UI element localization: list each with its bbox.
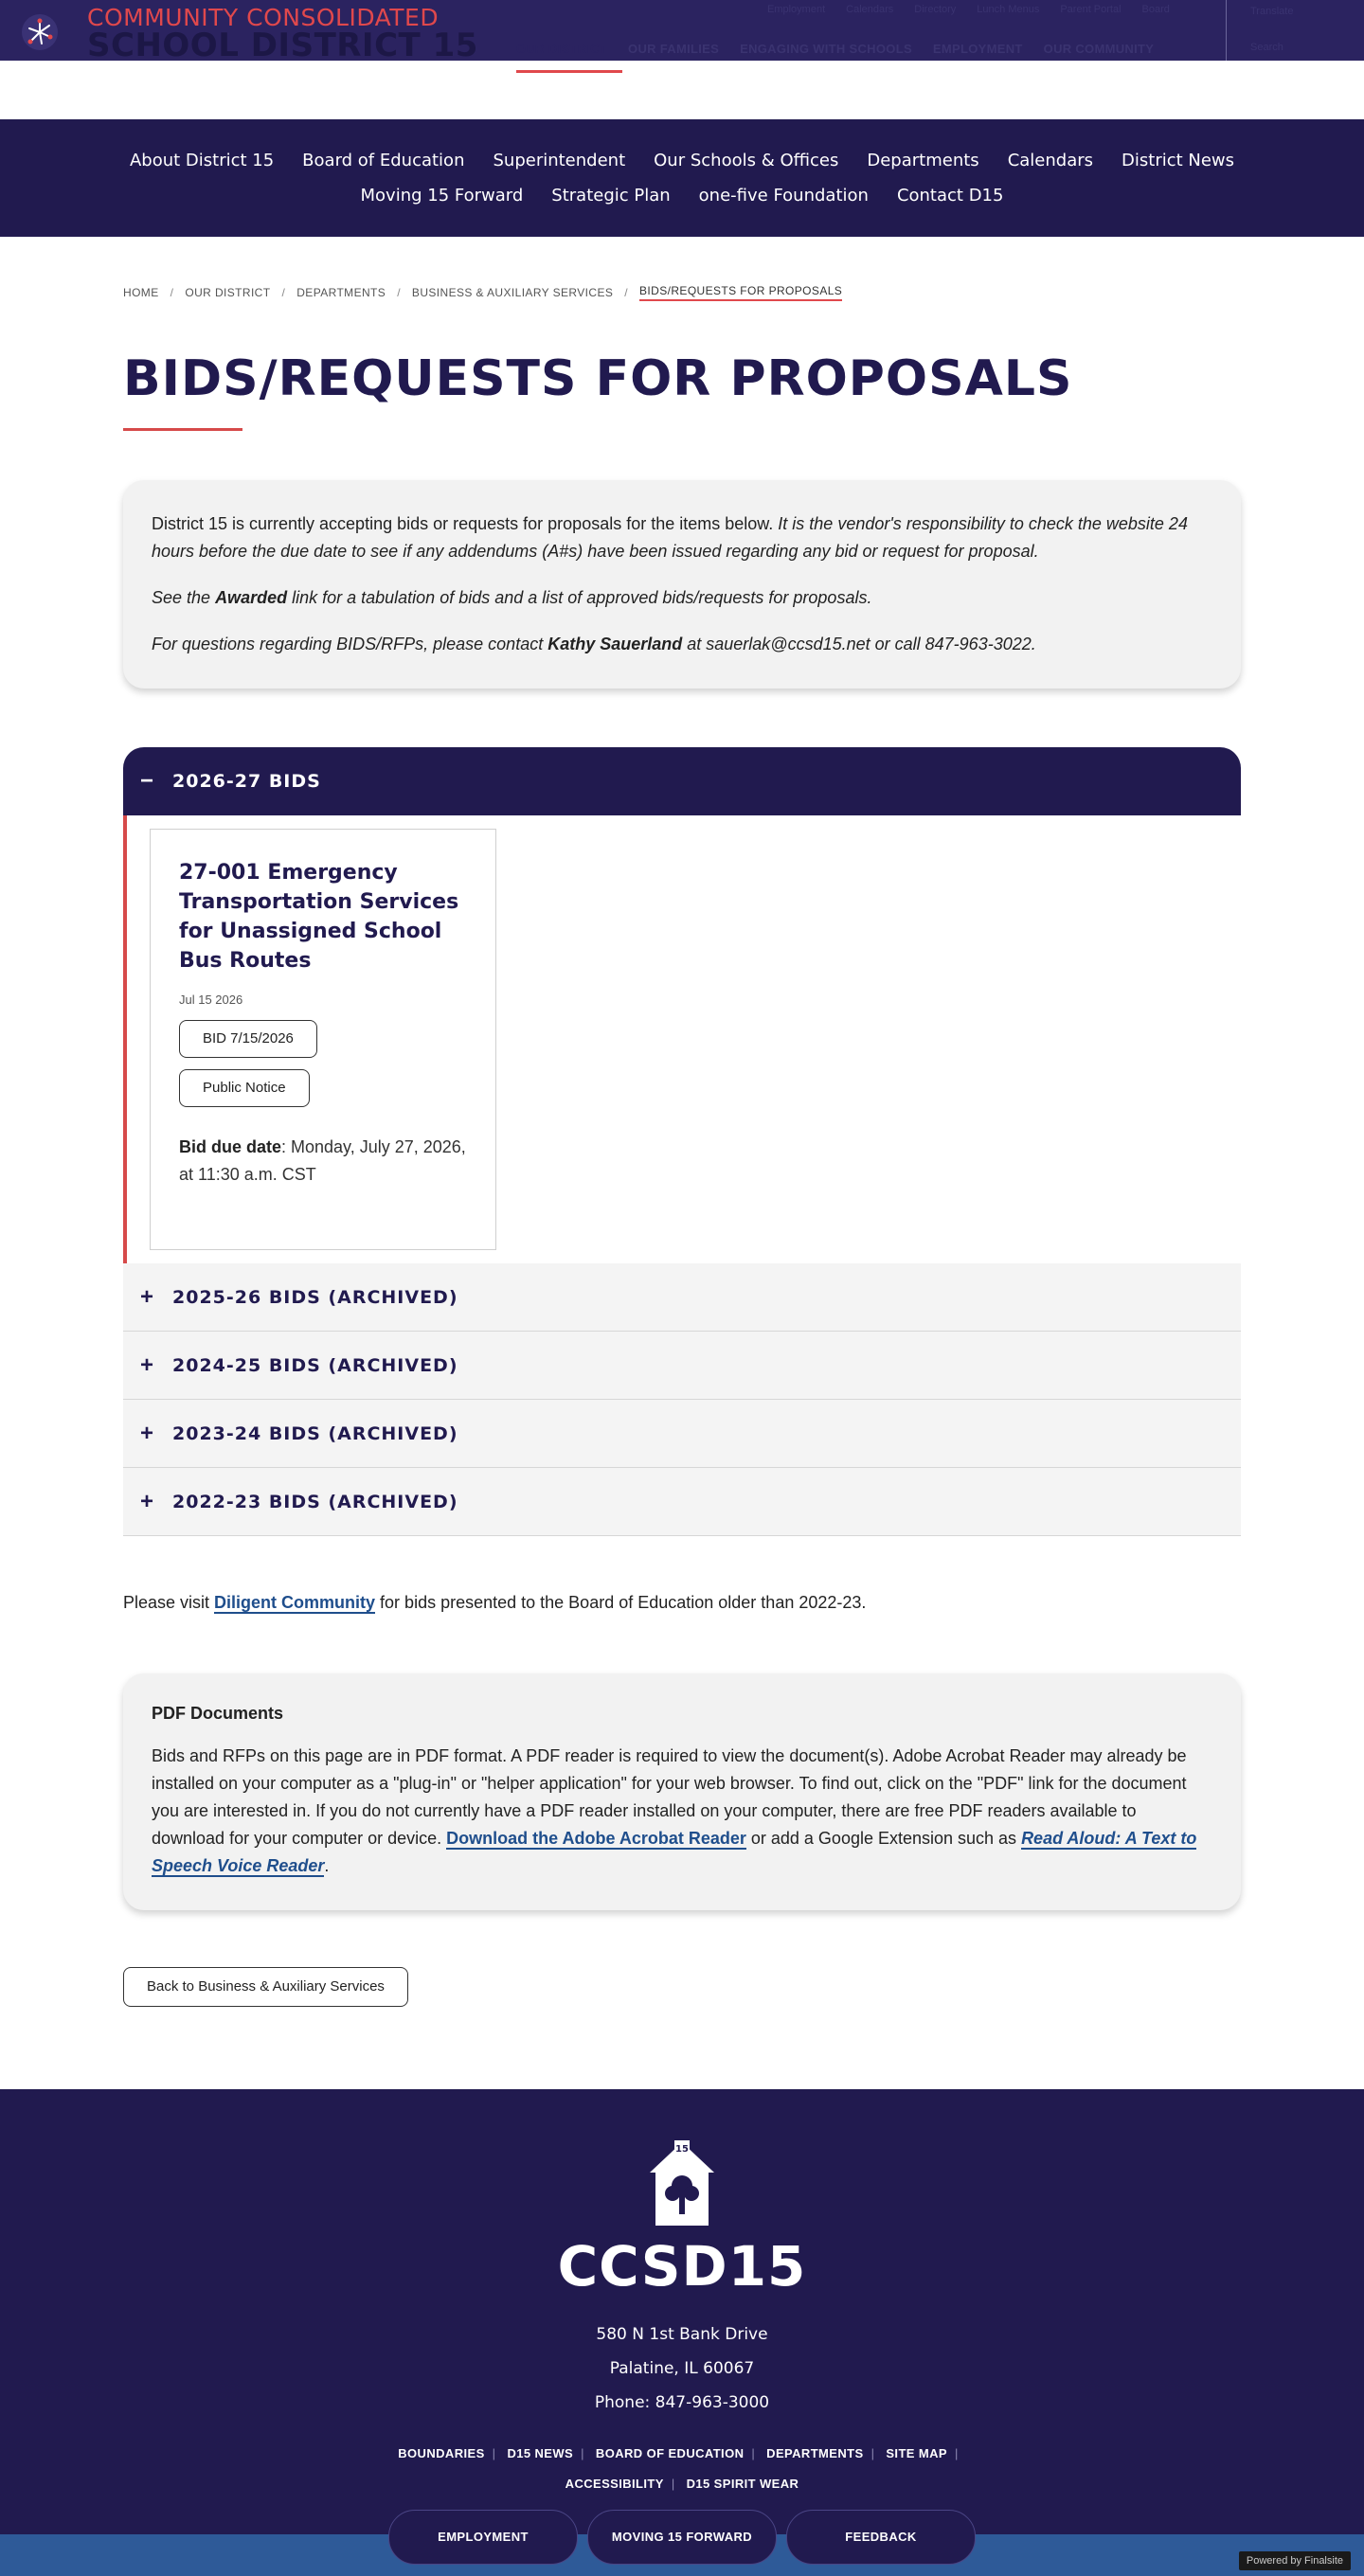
footer-link-boundaries[interactable]: BOUNDARIES bbox=[398, 2446, 485, 2460]
breadcrumb-separator: / bbox=[624, 286, 629, 299]
intro-text: at sauerlak@ccsd15.net or call 847-963-3022. bbox=[682, 635, 1036, 653]
footer-link-spirit-wear[interactable]: D15 SPIRIT WEAR bbox=[686, 2477, 799, 2491]
moving-15-forward-button[interactable]: MOVING 15 FORWARD bbox=[587, 2510, 777, 2565]
active-tab-underline bbox=[516, 70, 622, 73]
breadcrumb-current: BIDS/REQUESTS FOR PROPOSALS bbox=[639, 284, 842, 301]
title-underline bbox=[123, 428, 242, 431]
main-nav-row-1 bbox=[130, 151, 1234, 170]
footer-pill-buttons bbox=[0, 2510, 1364, 2565]
util-link[interactable]: Lunch Menus bbox=[977, 4, 1040, 15]
bids-accordion bbox=[123, 747, 1241, 1536]
tab-our-families[interactable]: OUR FAMILIES bbox=[628, 42, 720, 56]
page-title: BIDS/REQUESTS FOR PROPOSALS bbox=[123, 350, 1073, 407]
intro-paragraph-3 bbox=[152, 631, 1212, 658]
tab-our-community[interactable]: OUR COMMUNITY bbox=[1043, 42, 1155, 56]
public-notice-button[interactable]: Public Notice bbox=[179, 1069, 310, 1107]
util-link[interactable]: Employment bbox=[767, 4, 826, 15]
intro-text: For questions regarding BIDS/RFPs, please contact bbox=[152, 635, 548, 653]
accordion-header-2026-27[interactable] bbox=[123, 747, 1241, 815]
footer-address bbox=[0, 2317, 1364, 2420]
intro-text: link for a tabulation of bids and a list of approved bids/requests for proposals. bbox=[287, 588, 872, 607]
nav-board-of-education[interactable]: Board of Education bbox=[302, 151, 465, 170]
accordion-title: 2026-27 BIDS bbox=[172, 771, 321, 792]
bid-due-date bbox=[179, 1134, 467, 1189]
footer-separator: | bbox=[954, 2446, 959, 2460]
read-aloud-label: Read Aloud: A Text to Speech Voice Reader bbox=[152, 1829, 1197, 1875]
powered-by-finalsite[interactable]: Powered by Finalsite bbox=[1239, 2551, 1351, 2570]
footer-link-board[interactable]: BOARD OF EDUCATION bbox=[595, 2446, 745, 2460]
bid-due-value: : Monday, July 27, 2026, at 11:30 a.m. CST bbox=[179, 1137, 466, 1184]
footer-separator: | bbox=[870, 2446, 875, 2460]
nav-one-five-foundation[interactable]: one-five Foundation bbox=[698, 186, 869, 206]
footer-brand: CCSD15 bbox=[557, 2234, 807, 2299]
awarded-label: Awarded bbox=[215, 588, 288, 607]
accordion-header-2025-26[interactable] bbox=[123, 1263, 1241, 1332]
nav-contact-d15[interactable]: Contact D15 bbox=[896, 186, 1004, 206]
breadcrumb-separator: / bbox=[281, 286, 286, 299]
bid-due-label: Bid due date bbox=[179, 1137, 282, 1156]
main-content bbox=[123, 284, 1241, 2007]
bid-card bbox=[150, 829, 496, 1250]
main-nav bbox=[0, 119, 1364, 237]
bid-document-button[interactable]: BID 7/15/2026 bbox=[179, 1020, 317, 1058]
accordion-title: 2024-25 BIDS (ARCHIVED) bbox=[172, 1354, 458, 1376]
intro-italic-text: It is the vendor's responsibility to check the website 24 hours before the due date to see if any addendums (A#s) have been issued regarding any bid or request for proposal. bbox=[152, 514, 1188, 561]
tab-engaging-with-schools[interactable]: ENGAGING WITH SCHOOLS bbox=[740, 42, 912, 56]
nav-superintendent[interactable]: Superintendent bbox=[493, 151, 626, 170]
footer-separator: | bbox=[751, 2446, 756, 2460]
main-nav-row-2 bbox=[361, 186, 1004, 206]
footer-links-row-2 bbox=[0, 2469, 1364, 2499]
breadcrumb-our-district[interactable]: OUR DISTRICT bbox=[185, 286, 271, 299]
util-link[interactable]: Directory bbox=[914, 4, 957, 15]
employment-button[interactable]: EMPLOYMENT bbox=[388, 2510, 578, 2565]
phone-number[interactable]: Phone: 847-963-3000 bbox=[594, 2393, 770, 2412]
expand-icon: + bbox=[139, 1351, 153, 1378]
contact-name: Kathy Sauerland bbox=[547, 635, 683, 653]
header-divider bbox=[1226, 0, 1227, 61]
breadcrumb-separator: / bbox=[397, 286, 401, 299]
footer-link-site-map[interactable]: SITE MAP bbox=[886, 2446, 947, 2460]
intro-text: See the bbox=[152, 588, 216, 607]
search-button[interactable]: Search bbox=[1250, 42, 1283, 53]
expand-icon: + bbox=[139, 1420, 153, 1446]
breadcrumb-separator: / bbox=[170, 286, 174, 299]
nav-district-news[interactable]: District News bbox=[1122, 151, 1235, 170]
util-link[interactable]: Parent Portal bbox=[1060, 4, 1122, 15]
diligent-community-link[interactable]: Diligent Community bbox=[214, 1593, 376, 1612]
diligent-community-note bbox=[123, 1593, 1241, 1613]
bid-title[interactable]: 27-001 Emergency Transportation Services for Unassigned School Bus Routes bbox=[179, 861, 459, 973]
intro-paragraph-1 bbox=[152, 510, 1212, 565]
footer-links bbox=[0, 2439, 1364, 2499]
accordion-title: 2022-23 BIDS (ARCHIVED) bbox=[172, 1491, 458, 1512]
tab-our-district[interactable]: OUR DISTRICT bbox=[516, 42, 608, 56]
footer-separator: | bbox=[581, 2446, 584, 2460]
nav-departments[interactable]: Departments bbox=[867, 151, 979, 170]
nav-strategic-plan[interactable]: Strategic Plan bbox=[551, 186, 671, 206]
accordion-header-2023-24[interactable] bbox=[123, 1400, 1241, 1468]
intro-paragraph-2 bbox=[152, 584, 1212, 612]
accordion-header-2024-25[interactable] bbox=[123, 1332, 1241, 1400]
header-spacer bbox=[0, 61, 1364, 119]
district-logo-icon[interactable] bbox=[21, 13, 59, 51]
breadcrumb-business-services[interactable]: BUSINESS & AUXILIARY SERVICES bbox=[411, 286, 614, 299]
pdf-body: . bbox=[324, 1856, 330, 1875]
translate-button[interactable]: Translate bbox=[1250, 6, 1294, 17]
schoolhouse-tree-logo-icon[interactable] bbox=[637, 2140, 727, 2227]
accordion-panel-2026-27 bbox=[123, 815, 1241, 1263]
pdf-body: or add a Google Extension such as bbox=[745, 1829, 1022, 1848]
header-tabs bbox=[516, 42, 1154, 56]
breadcrumb-home[interactable]: HOME bbox=[123, 286, 159, 299]
nav-our-schools[interactable]: Our Schools & Offices bbox=[654, 151, 839, 170]
footer-separator: | bbox=[671, 2477, 675, 2491]
note-text: for bids presented to the Board of Education older than 2022-23. bbox=[375, 1593, 867, 1612]
district-name-line1[interactable]: COMMUNITY CONSOLIDATED bbox=[87, 4, 440, 31]
site-header bbox=[0, 0, 1364, 61]
nav-moving-15-forward[interactable]: Moving 15 Forward bbox=[360, 186, 524, 206]
adobe-reader-link[interactable]: Download the Adobe Acrobat Reader bbox=[446, 1829, 746, 1848]
footer-link-departments[interactable]: DEPARTMENTS bbox=[766, 2446, 864, 2460]
nav-about-district[interactable]: About District 15 bbox=[129, 151, 275, 170]
back-button[interactable]: Back to Business & Auxiliary Services bbox=[123, 1967, 408, 2007]
expand-icon: + bbox=[139, 1283, 153, 1310]
note-text: Please visit bbox=[123, 1593, 215, 1612]
utility-links bbox=[767, 4, 1170, 15]
util-link[interactable]: Board bbox=[1141, 4, 1170, 15]
footer-separator: | bbox=[492, 2446, 496, 2460]
intro-box bbox=[123, 480, 1241, 689]
address-line-1: 580 N 1st Bank Drive bbox=[596, 2325, 768, 2344]
pdf-body: Bids and RFPs on this page are in PDF format. A PDF reader is required to view the document(s). Adobe Acrobat Reader may already be installed on your computer as a "plug-in" or "helper application" for your web browser. To find out, click on the "PDF" link for the document you are interested in. If you do not currently have a PDF reader installed on your computer, there are free PDF readers available to download for your computer or device. bbox=[152, 1746, 1187, 1848]
tab-employment[interactable]: EMPLOYMENT bbox=[932, 42, 1023, 56]
accordion-header-2022-23[interactable] bbox=[123, 1468, 1241, 1536]
bid-date: Jul 15 2026 bbox=[179, 993, 243, 1007]
feedback-button[interactable]: FEEDBACK bbox=[786, 2510, 976, 2565]
breadcrumb bbox=[123, 284, 1241, 301]
pdf-documents-box bbox=[123, 1673, 1241, 1910]
footer-link-accessibility[interactable]: ACCESSIBILITY bbox=[565, 2477, 664, 2491]
expand-icon: + bbox=[139, 1488, 153, 1514]
logo-number: 15 bbox=[675, 2144, 689, 2155]
collapse-icon: − bbox=[139, 768, 153, 794]
pdf-heading: PDF Documents bbox=[152, 1704, 284, 1723]
district-name-line2[interactable]: SCHOOL DISTRICT 15 bbox=[87, 27, 478, 61]
intro-text: District 15 is currently accepting bids or requests for proposals for the items below. bbox=[152, 514, 779, 533]
footer-link-d15-news[interactable]: D15 NEWS bbox=[507, 2446, 574, 2460]
site-footer bbox=[0, 2089, 1364, 2576]
util-link[interactable]: Calendars bbox=[846, 4, 894, 15]
nav-calendars[interactable]: Calendars bbox=[1007, 151, 1094, 170]
footer-links-row-1 bbox=[0, 2439, 1364, 2469]
accordion-title: 2025-26 BIDS (ARCHIVED) bbox=[172, 1286, 458, 1308]
breadcrumb-departments[interactable]: DEPARTMENTS bbox=[296, 286, 386, 299]
accordion-title: 2023-24 BIDS (ARCHIVED) bbox=[172, 1422, 458, 1444]
address-line-2: Palatine, IL 60067 bbox=[609, 2359, 755, 2378]
pdf-text bbox=[152, 1743, 1212, 1880]
